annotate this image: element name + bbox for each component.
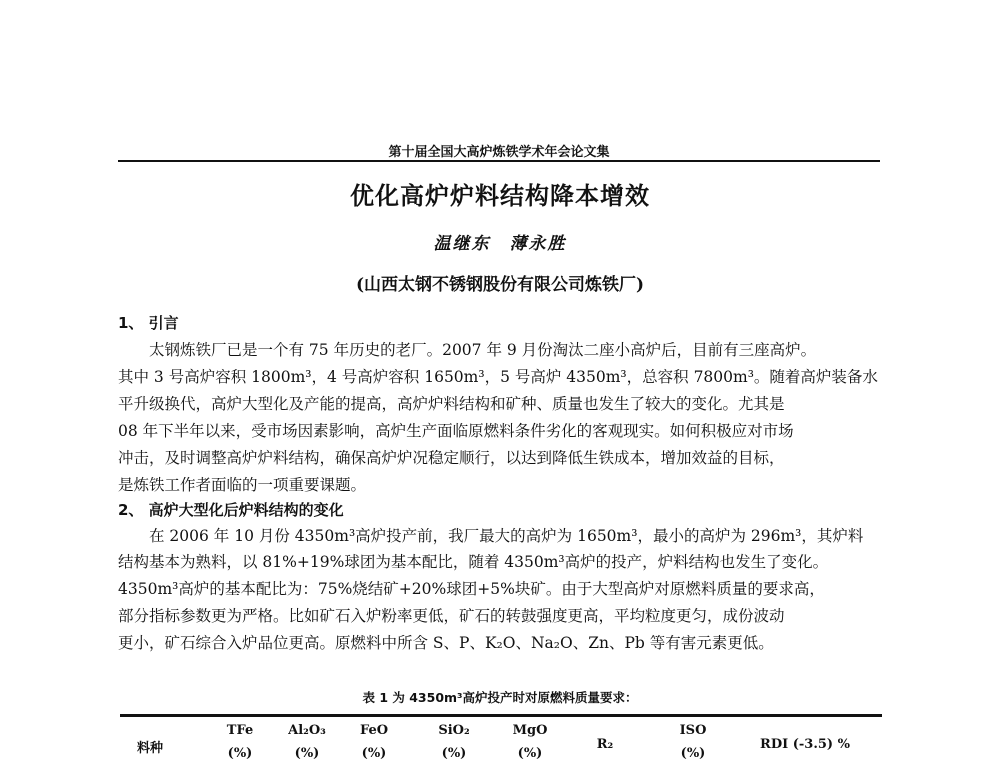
body-line: 冲击，及时调整高炉炉料结构，确保高炉炉况稳定顺行，以达到降低生铁成本，增加效益的目标， [118,449,785,467]
col-unit: (%) [227,746,253,761]
col-unit: (%) [680,746,706,761]
body-line: 08 年下半年以来，受市场因素影响，高炉生产面临原燃料条件劣化的客观现实。如何积极应对市场 [118,422,794,440]
running-header: 第十届全国大高炉炼铁学术年会论文集 [388,145,610,160]
body-line: 其中 3 号高炉容积 1800m³，4 号高炉容积 1650m³，5 号高炉 4350m³，总容积 7800m³。随着高炉装备水 [118,368,878,386]
header-rule [118,160,880,162]
body-line: 4350m³高炉的基本配比为：75%烧结矿+20%球团+5%块矿。由于大型高炉对原燃料质量的要求高， [118,580,825,598]
col-header: Al₂O₃ [288,723,326,738]
body-line: 部分指标参数更为严格。比如矿石入炉粉率更低，矿石的转鼓强度更高，平均粒度更匀，成份波动 [118,607,785,625]
col-header: SiO₂ [438,723,470,738]
col-header: R₂ [596,737,614,752]
affiliation: (山西太钢不锈钢股份有限公司炼铁厂) [355,275,645,295]
col-unit: (%) [294,746,320,761]
paper-title: 优化高炉炉料结构降本增效 [350,182,650,210]
authors: 温继东 薄永胜 [433,234,567,254]
col-header: RDI (-3.5) % [760,737,850,752]
col-header: TFe [226,723,254,738]
body-line: 是炼铁工作者面临的一项重要课题。 [118,476,367,494]
col-header: ISO [679,723,707,738]
section-heading: 1、 引言 [118,314,179,332]
col-header: MgO [512,723,548,738]
table-caption: 表 1 为 4350m³高炉投产时对原燃料质量要求： [362,690,638,705]
body-line: 更小，矿石综合入炉品位更高。原燃料中所含 S、P、K₂O、Na₂O、Zn、Pb 等有害元素更低。 [118,634,774,652]
col-unit: (%) [441,746,467,761]
col-unit: (%) [517,746,543,761]
body-line: 在 2006 年 10 月份 4350m³高炉投产前，我厂最大的高炉为 1650m³，最小的高炉为 296m³，其炉料 [118,527,864,545]
body-line: 太钢炼铁厂已是一个有 75 年历史的老厂。2007 年 9 月份淘汰二座小高炉后，目前有三座高炉。 [118,341,817,359]
col-header: 料种 [136,741,163,756]
col-header: FeO [359,723,389,738]
section-heading: 2、 高炉大型化后炉料结构的变化 [118,501,344,519]
body-line: 结构基本为熟料，以 81%+19%球团为基本配比，随着 4350m³高炉的投产，炉料结构也发生了变化。 [118,553,829,571]
body-line: 平升级换代，高炉大型化及产能的提高，高炉炉料结构和矿种、质量也发生了较大的变化。尤其是 [118,395,785,413]
col-unit: (%) [361,746,387,761]
table-top-rule [120,714,882,717]
